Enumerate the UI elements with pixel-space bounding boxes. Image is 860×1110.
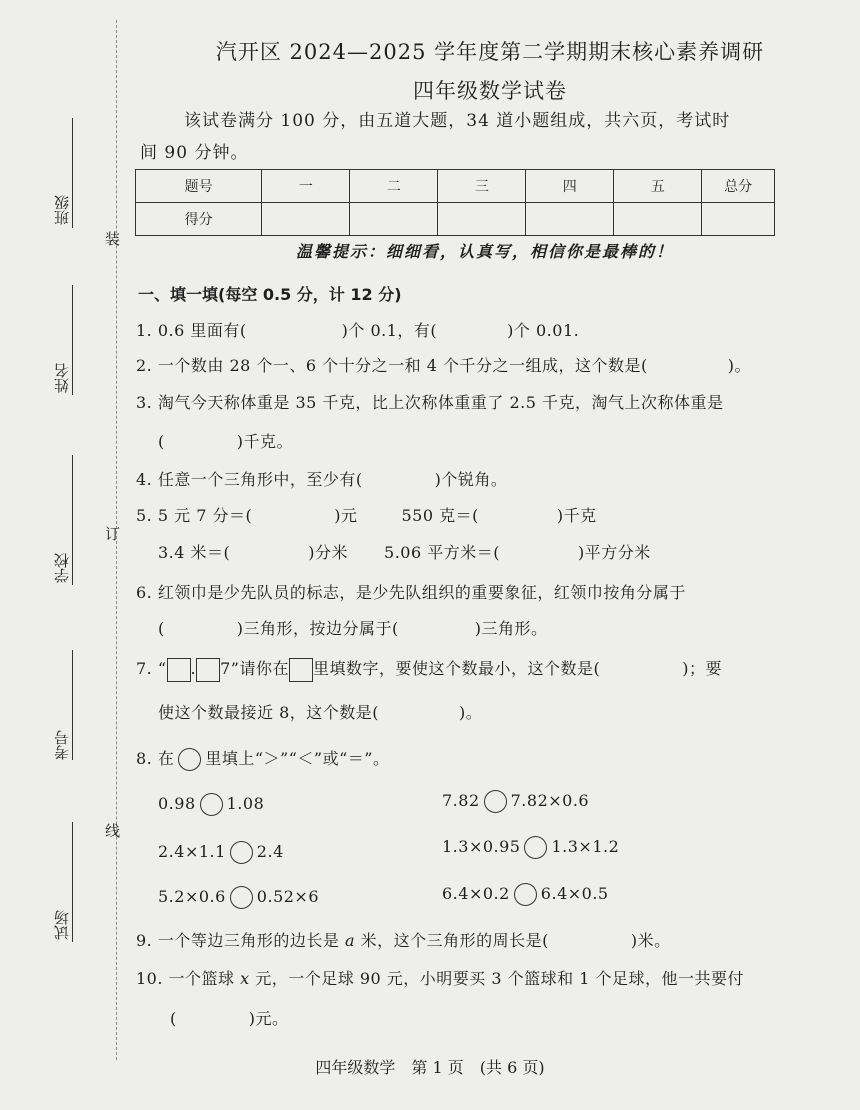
score-cell: 总分 (702, 170, 775, 203)
question-6-line-1: 6. 红领巾是少先队员的标志，是少先队组织的重要象征，红领巾按角分属于 (136, 583, 686, 602)
q7-text-a: 7. “ (136, 659, 167, 678)
question-7-line-1 (136, 656, 722, 682)
q1-text-a: 1. 0.6 里面有( (136, 321, 247, 340)
score-cell: 三 (438, 170, 526, 203)
q9-text-a: 9. 一个等边三角形的边长是 (136, 931, 340, 950)
question-10-line-1 (136, 966, 744, 989)
q8-pair-left: 5.2×0.6 (158, 887, 226, 906)
q10-text-a: 10. 一个篮球 (136, 969, 235, 988)
q8-pair-left: 0.98 (158, 794, 196, 813)
score-cell: 五 (614, 170, 702, 203)
score-table-score-row (136, 203, 775, 236)
q8-compare-circle[interactable] (230, 841, 253, 864)
question-8 (136, 746, 389, 771)
q5-text-h: )平方分米 (578, 543, 651, 562)
q3-text-a: ( (158, 432, 165, 451)
q8-compare-circle[interactable] (200, 793, 223, 816)
q7-text-f: 使这个数最接近 8，这个数是( (158, 703, 380, 722)
q6-text-b: )三角形，按边分属于( (236, 619, 399, 638)
exam-title: 汽开区 2024—2025 学年度第二学期期末核心素养调研 (215, 40, 765, 64)
page-footer: 四年级数学 第 1 页 (共 6 页) (315, 1058, 545, 1077)
q9-text-b: 米，这个三角形的周长是( (360, 931, 549, 950)
q8-pair-left: 6.4×0.2 (442, 884, 510, 903)
bind-char-xian: 线 (105, 822, 121, 840)
name-label: 姓名 (53, 363, 71, 393)
q1-text-b: )个 0.1，有( (341, 321, 438, 340)
q7-example-box (289, 658, 313, 682)
q8-text-a: 8. 在 (136, 749, 175, 768)
q10-variable: x (240, 969, 250, 988)
q8-compare-circle[interactable] (524, 836, 547, 859)
q2-text-b: )。 (727, 356, 751, 375)
q8-pair-3 (158, 841, 284, 864)
q8-pair-right: 7.82×0.6 (510, 791, 590, 810)
bind-char-ding: 订 (105, 525, 121, 543)
question-3-line-2 (158, 429, 293, 452)
q4-text-a: 4. 任意一个三角形中，至少有( (136, 470, 363, 489)
q4-text-b: )个锐角。 (434, 470, 508, 489)
q8-text-b: 里填上“＞”“＜”或“＝”。 (205, 749, 390, 768)
q8-example-circle (178, 748, 201, 771)
exam-subtitle: 四年级数学试卷 (413, 79, 567, 103)
q7-text-c: 7”请你在 (220, 659, 289, 678)
q8-pair-left: 7.82 (442, 791, 480, 810)
q8-pair-1 (158, 793, 264, 816)
q2-text-a: 2. 一个数由 28 个一、6 个十分之一和 4 个千分之一组成，这个数是( (136, 356, 648, 375)
score-input-cell[interactable] (438, 203, 526, 236)
q10-text-d: )元。 (248, 1009, 289, 1028)
class-label: 班级 (53, 195, 71, 225)
question-5-line-2 (158, 540, 651, 563)
score-cell: 题号 (136, 170, 262, 203)
q8-pair-4 (442, 836, 619, 859)
question-7-line-2 (158, 700, 482, 723)
q8-pair-left: 2.4×1.1 (158, 842, 226, 861)
score-input-cell[interactable] (526, 203, 614, 236)
q8-pair-5 (158, 886, 319, 909)
score-cell: 一 (262, 170, 350, 203)
q5-text-b: )元 (334, 506, 358, 525)
q10-text-b: 元，一个足球 90 元，小明要买 3 个篮球和 1 个足球，他一共要付 (255, 969, 745, 988)
q8-pair-right: 6.4×0.5 (540, 884, 609, 903)
question-9 (136, 928, 671, 951)
q5-text-e: 3.4 米＝( (158, 543, 231, 562)
q8-pair-left: 1.3×0.95 (442, 837, 521, 856)
score-input-cell[interactable] (702, 203, 775, 236)
score-input-cell[interactable] (614, 203, 702, 236)
q9-text-c: )米。 (630, 931, 671, 950)
score-cell: 二 (350, 170, 438, 203)
q5-text-c: 550 克＝( (401, 506, 479, 525)
q7-text-d: 里填数字，要使这个数最小，这个数是( (313, 659, 601, 678)
q8-pair-right: 2.4 (256, 842, 284, 861)
q7-text-e: )；要 (682, 659, 722, 678)
q8-pair-right: 1.08 (226, 794, 265, 813)
score-input-cell[interactable] (262, 203, 350, 236)
q8-compare-circle[interactable] (514, 883, 537, 906)
intro-line-2: 间 90 分钟。 (140, 143, 249, 163)
warm-tip: 温馨提示：细细看，认真写，相信你是最棒的！ (295, 242, 674, 261)
question-1 (136, 318, 579, 341)
q5-text-f: )分米 (308, 543, 349, 562)
q8-pair-2 (442, 790, 589, 813)
question-5-line-1 (136, 503, 597, 526)
score-input-cell[interactable] (350, 203, 438, 236)
score-cell: 得分 (136, 203, 262, 236)
q8-pair-right: 0.52×6 (256, 887, 320, 906)
question-3-line-1: 3. 淘气今天称体重是 35 千克，比上次称体重重了 2.5 千克，淘气上次称体重是 (136, 393, 724, 412)
exam-number-label: 考号 (53, 730, 71, 760)
q5-text-a: 5. 5 元 7 分＝( (136, 506, 253, 525)
q7-digit-box-1[interactable] (167, 658, 191, 682)
q7-digit-box-2[interactable] (196, 658, 220, 682)
school-label: 学校 (53, 553, 71, 583)
question-10-line-2 (170, 1006, 289, 1029)
exam-room-label: 试场 (53, 910, 71, 940)
section-1-title: 一、填一填(每空 0.5 分，计 12 分) (138, 285, 402, 304)
q1-text-c: )个 0.01. (507, 321, 580, 340)
q6-text-a: ( (158, 619, 165, 638)
q8-compare-circle[interactable] (230, 886, 253, 909)
q5-text-d: )千克 (556, 506, 597, 525)
intro-line-1: 该试卷满分 100 分，由五道大题，34 道小题组成，共六页，考试时 (184, 111, 731, 131)
question-4 (136, 467, 507, 490)
q3-text-b: )千克。 (236, 432, 293, 451)
score-table (135, 169, 775, 236)
q8-compare-circle[interactable] (484, 790, 507, 813)
q8-pair-right: 1.3×1.2 (551, 837, 620, 856)
bind-char-zhuang: 装 (105, 230, 121, 248)
q7-text-g: )。 (459, 703, 483, 722)
q5-text-g: 5.06 平方米＝( (384, 543, 500, 562)
score-table-header-row (136, 170, 775, 203)
q10-text-c: ( (170, 1009, 177, 1028)
q7-text-b: . (190, 659, 197, 678)
q9-variable: a (344, 931, 355, 950)
question-6-line-2 (158, 616, 548, 639)
score-cell: 四 (526, 170, 614, 203)
question-2 (136, 353, 751, 376)
q6-text-c: )三角形。 (474, 619, 548, 638)
q8-pair-6 (442, 883, 609, 906)
